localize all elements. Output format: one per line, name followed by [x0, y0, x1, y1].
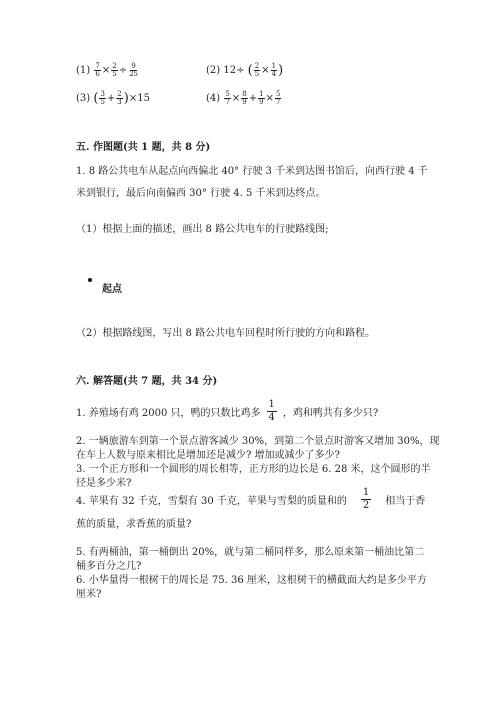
open-paren: ( [93, 91, 99, 106]
denominator: 5 [100, 98, 105, 106]
fraction [275, 91, 281, 106]
numerator: 3 [100, 90, 105, 98]
fraction [116, 91, 122, 106]
fraction [267, 399, 277, 424]
section-6-heading: 六. 解答题(共 7 题，共 34 分) [76, 376, 218, 387]
question-text: 1. 养殖场有鸡 2000 只，鸭的只数比鸡多 [76, 407, 261, 419]
question-5-line-1: 5. 有两桶油，第一桶倒出 20%，就与第二桶同样多，那么原来第一桶油比第二 [76, 547, 425, 558]
question-6-line-2: 厘米? [76, 589, 102, 600]
fraction [254, 63, 260, 78]
numerator: 9 [131, 62, 136, 70]
question-3-line-1: 3. 一个正方形和一个圆形的周长相等，正方形的边长是 6. 28 米，这个圆形的半 [76, 464, 431, 475]
denominator: 25 [129, 70, 138, 78]
question-4-line-2: 蕉的质量，求香蕉的质量? [76, 519, 192, 530]
fraction [271, 63, 277, 78]
numerator: 2 [112, 62, 117, 70]
problem-1 [76, 63, 140, 78]
section-5-intro-line-1: 1. 8 路公共电车从起点向西偏北 40° 行驶 3 千米到达图书馆后，向西行驶 4 千 [76, 166, 428, 177]
start-point-label: 起点 [102, 284, 122, 295]
problem-4 [206, 91, 282, 106]
numerator: 1 [268, 398, 275, 410]
fraction [128, 63, 139, 78]
section-5-heading: 五. 作图题(共 1 题，共 8 分) [76, 142, 211, 153]
problem-number: (1) [76, 65, 91, 76]
numerator: 5 [275, 90, 281, 98]
numerator: 2 [254, 62, 260, 70]
fraction [224, 91, 230, 106]
fraction [94, 63, 100, 78]
question-text: ，鸡和鸭共有多少只? [282, 407, 379, 419]
numerator: 8 [242, 90, 247, 98]
section-5-question-1: （1）根据上面的描述，画出 8 路公共电车的行驶路线图; [76, 224, 329, 235]
open-paren: ( [247, 63, 253, 78]
section-5-question-2: （2）根据路线图，写出 8 路公共电车回程时所行驶的方向和路程。 [76, 328, 376, 339]
denominator: 7 [225, 98, 230, 106]
numerator: 1 [271, 62, 277, 70]
numerator: 2 [117, 90, 122, 98]
denominator: 4 [268, 411, 275, 423]
denominator: 5 [112, 70, 117, 78]
numerator: 1 [362, 486, 370, 498]
denominator: 4 [271, 70, 277, 78]
problem-2 [206, 63, 283, 78]
expression-text: ×15 [128, 93, 150, 104]
problem-3 [76, 91, 150, 106]
question-1 [76, 400, 378, 422]
denominator: 5 [254, 70, 260, 78]
question-2-line-1: 2. 一辆旅游车到第一个景点游客减少 30%，到第二个景点时游客又增加 30%，现 [76, 436, 440, 447]
close-paren: ) [278, 63, 284, 78]
operator: + [248, 93, 258, 104]
numerator: 1 [259, 90, 264, 98]
denominator: 3 [117, 98, 122, 106]
operator: × [265, 93, 274, 104]
question-5-line-2: 桶多百分之几? [76, 561, 142, 572]
denominator: 7 [275, 98, 281, 106]
operator: × [231, 93, 241, 104]
section-5-intro-line-2: 米到银行，最后向南偏西 30° 行驶 4. 5 千米到达终点。 [76, 188, 326, 199]
fraction [241, 91, 247, 106]
fraction [99, 91, 105, 106]
denominator: 9 [242, 98, 247, 106]
numerator: 7 [95, 62, 100, 70]
question-4 [76, 488, 425, 510]
problem-number: (4) [206, 93, 221, 104]
close-paren: ) [123, 91, 129, 106]
expression-text: 12÷ [223, 65, 245, 76]
question-6-line-1: 6. 小华量得一根树干的周长是 75. 36 厘米，这根树干的横截面大约是多少平方 [76, 575, 427, 586]
fraction [111, 63, 117, 78]
denominator: 2 [362, 499, 370, 511]
start-point-dot [88, 278, 92, 282]
numerator: 5 [225, 90, 230, 98]
question-text: 相当于香 [385, 495, 426, 507]
operator: × [101, 65, 111, 76]
operator: + [106, 93, 116, 104]
fraction [258, 91, 264, 106]
denominator: 9 [259, 98, 264, 106]
operator: ÷ [118, 65, 128, 76]
operator: × [261, 65, 270, 76]
fraction [361, 487, 371, 512]
question-text: 4. 苹果有 32 千克，雪梨有 30 千克，苹果与雪梨的质量和的 [76, 495, 347, 507]
denominator: 6 [95, 70, 100, 78]
question-3-line-2: 径是多少米? [76, 478, 132, 489]
problem-number: (3) [76, 93, 91, 104]
problem-number: (2) [206, 65, 221, 76]
question-2-line-2: 在车上人数与原来相比是增加还是减少? 增加或减少了多少? [76, 450, 340, 461]
